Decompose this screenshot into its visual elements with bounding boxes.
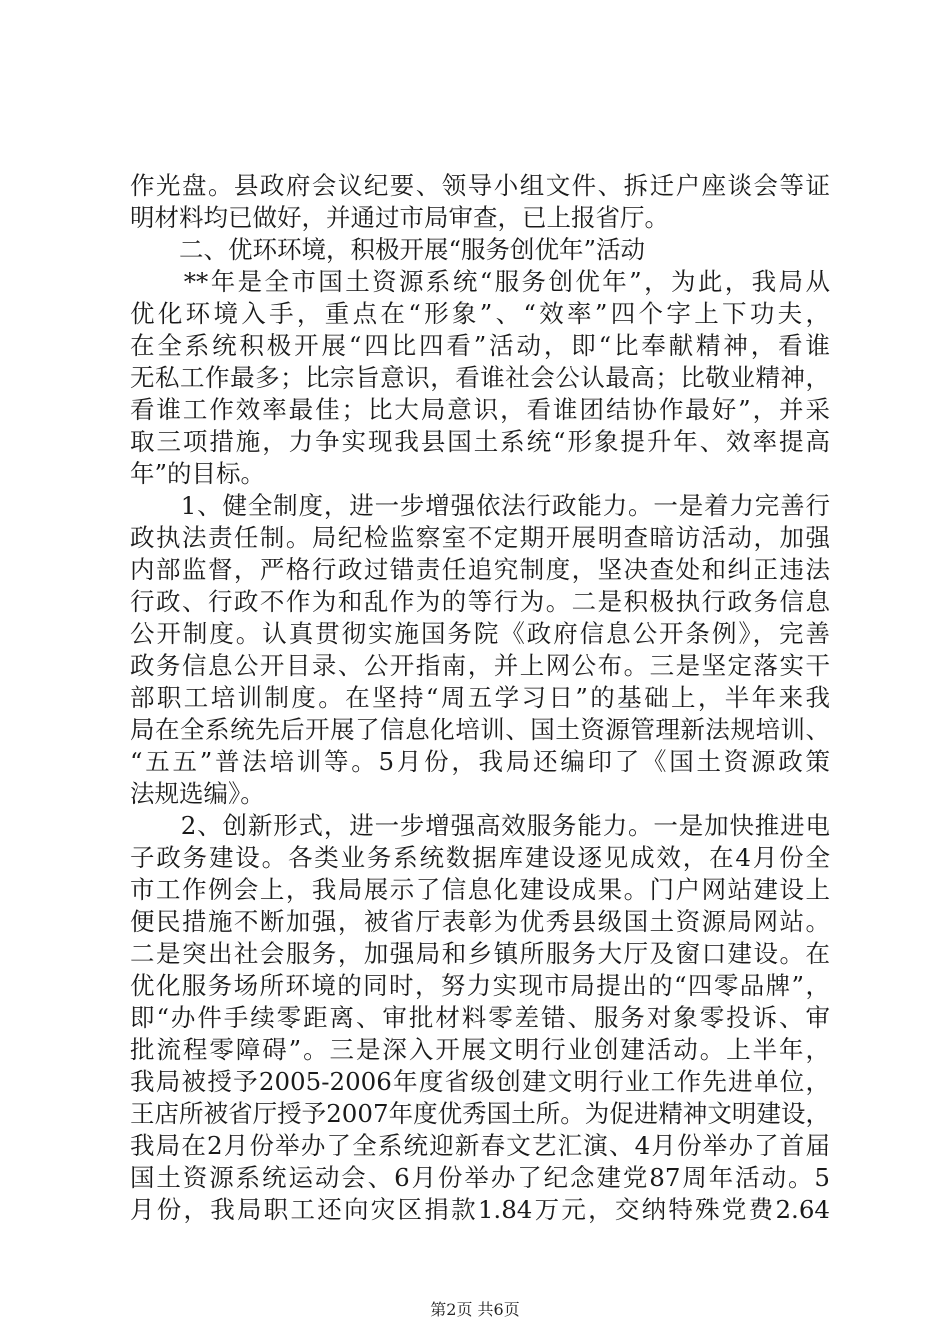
text-line: 王店所被省厅授予2007年度优秀国土所。为促进精神文明建设，	[130, 1099, 830, 1128]
text-line: 优化服务场所环境的同时，努力实现市局提出的“四零品牌”，	[130, 971, 830, 1000]
text-line: 国土资源系统运动会、6月份举办了纪念建党87周年活动。5	[130, 1163, 830, 1192]
text-line: 批流程零障碍”。三是深入开展文明行业创建活动。上半年，	[130, 1035, 830, 1064]
text-line: 法规选编》。	[130, 779, 265, 808]
text-line: 在全系统积极开展“四比四看”活动，即“比奉献精神，看谁	[130, 331, 830, 360]
text-line: **年是全市国土资源系统“服务创优年”，为此，我局从	[130, 267, 830, 296]
text-line: 1、健全制度，进一步增强依法行政能力。一是着力完善行	[130, 491, 830, 520]
text-line: 明材料均已做好，并通过市局审查，已上报省厅。	[130, 203, 669, 232]
text-line: 公开制度。认真贯彻实施国务院《政府信息公开条例》，完善	[130, 619, 830, 648]
text-line: 市工作例会上，我局展示了信息化建设成果。门户网站建设上	[130, 875, 830, 904]
text-line: “五五”普法培训等。5月份，我局还编印了《国土资源政策	[130, 747, 830, 776]
text-line: 优化环境入手，重点在“形象”、“效率”四个字上下功夫，	[130, 299, 830, 328]
text-line: 政执法责任制。局纪检监察室不定期开展明查暗访活动，加强	[130, 523, 830, 552]
text-line: 行政、行政不作为和乱作为的等行为。二是积极执行政务信息	[130, 587, 830, 616]
text-line: 年”的目标。	[130, 459, 266, 488]
text-line: 内部监督，严格行政过错责任追究制度，坚决查处和纠正违法	[130, 555, 830, 584]
body-text	[130, 170, 830, 1226]
text-line: 即“办件手续零距离、审批材料零差错、服务对象零投诉、审	[130, 1003, 830, 1032]
text-line: 子政务建设。各类业务系统数据库建设逐见成效，在4月份全	[130, 843, 830, 872]
text-line: 无私工作最多；比宗旨意识，看谁社会公认最高；比敬业精神，	[130, 363, 830, 392]
text-line: 政务信息公开目录、公开指南，并上网公布。三是坚定落实干	[130, 651, 830, 680]
text-line: 月份，我局职工还向灾区捐款1.84万元，交纳特殊党费2.64	[130, 1195, 830, 1224]
text-line: 二、优环环境，积极开展“服务创优年”活动	[130, 235, 646, 264]
text-line: 我局在2月份举办了全系统迎新春文艺汇演、4月份举办了首届	[130, 1131, 830, 1160]
text-line: 便民措施不断加强，被省厅表彰为优秀县级国土资源局网站。	[130, 907, 830, 936]
text-line: 局在全系统先后开展了信息化培训、国土资源管理新法规培训、	[130, 715, 830, 744]
text-line: 二是突出社会服务，加强局和乡镇所服务大厅及窗口建设。在	[130, 939, 830, 968]
text-line: 看谁工作效率最佳；比大局意识，看谁团结协作最好”，并采	[130, 395, 830, 424]
text-line: 取三项措施，力争实现我县国土系统“形象提升年、效率提高	[130, 427, 830, 456]
text-line: 作光盘。县政府会议纪要、领导小组文件、拆迁户座谈会等证	[130, 171, 830, 200]
text-line: 部职工培训制度。在坚持“周五学习日”的基础上，半年来我	[130, 683, 830, 712]
text-line: 我局被授予2005-2006年度省级创建文明行业工作先进单位，	[130, 1067, 830, 1096]
page-footer: 第2页 共6页	[430, 1300, 520, 1319]
text-line: 2、创新形式，进一步增强高效服务能力。一是加快推进电	[130, 811, 830, 840]
